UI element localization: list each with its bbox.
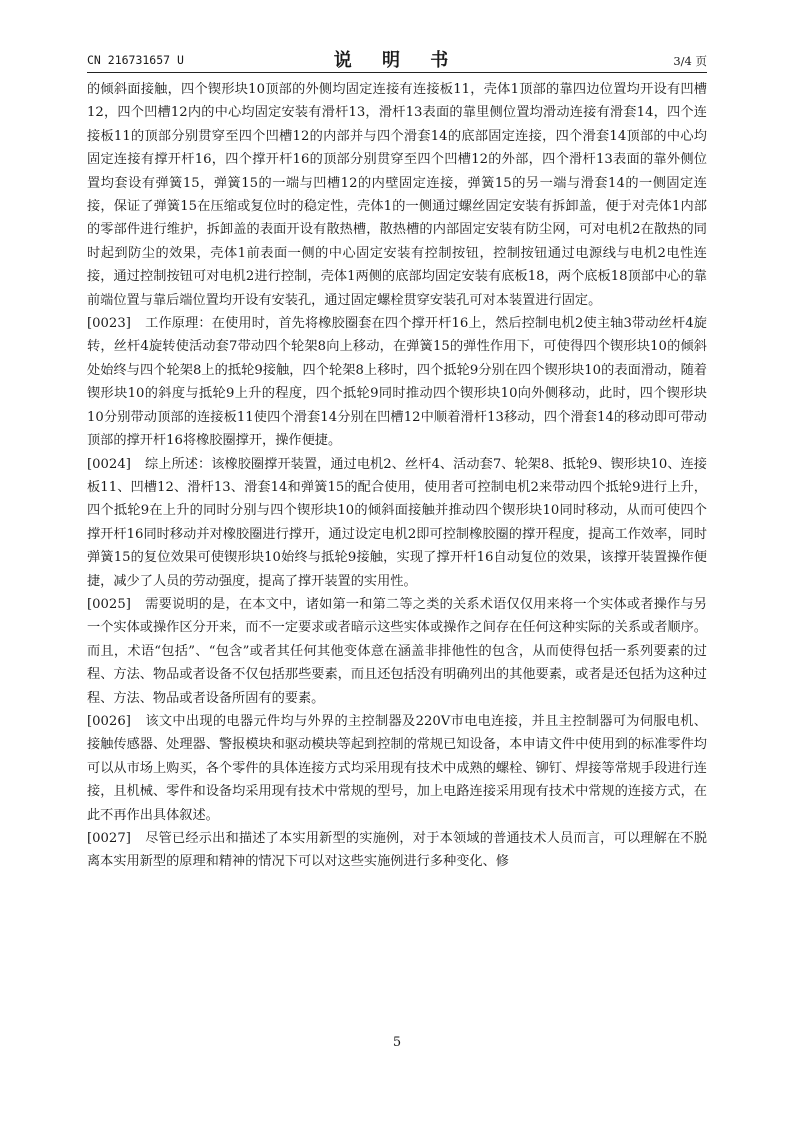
paragraph-number: [0026] <box>87 713 131 729</box>
document-title: 说 明 书 <box>333 50 461 71</box>
document-body <box>87 78 707 874</box>
paragraph-0025 <box>87 593 707 710</box>
paragraph-number: [0025] <box>87 596 131 612</box>
page-header <box>87 44 707 73</box>
paragraph-text: 尽管已经示出和描述了本实用新型的实施例，对于本领域的普通技术人员而言，可以理解在不脱离本实用新型的原理和精神的情况下可以对这些实施例进行多种变化、修 <box>87 831 707 870</box>
paragraph-text: 需要说明的是，在本文中，诸如第一和第二等之类的关系术语仅仅用来将一个实体或者操作与另一个实体或操作区分开来，而不一定要求或者暗示这些实体或操作之间存在任何这种实际的关系或者顺序。而且，术语“包括”、“包含”或者其任何其他变体意在涵盖非排他性的包含，从而使得包括一系列要素的过程、方法、物品或者设备不仅包括那些要素，而且还包括没有明确列出的其他要素，或者是还包括为这种过程、方法、物品或者设备所固有的要素。 <box>87 596 707 706</box>
paragraph-text: 工作原理：在使用时，首先将橡胶圈套在四个撑开杆16上，然后控制电机2使主轴3带动丝杆4旋转，丝杆4旋转使活动套7带动四个轮架8向上移动，在弹簧15的弹性作用下，可使得四个锲形块10的倾斜处始终与四个轮架8上的抵轮9接触，四个轮架8上移时，四个抵轮9分别在四个锲形块10的表面滑动，随着锲形块10的斜度与抵轮9上升的程度，四个抵轮9同时推动四个锲形块10向外侧移动，此时，四个锲形块10分别带动顶部的连接板11使四个滑套14分别在凹槽12中顺着滑杆13移动，四个滑套14的移动即可带动顶部的撑开杆16将橡胶圈撑开，操作便捷。 <box>87 316 707 449</box>
paragraph-0026 <box>87 710 707 827</box>
paragraph-0024 <box>87 453 707 593</box>
page-indicator: 3/4 页 <box>673 54 707 68</box>
paragraph-continuation <box>87 78 707 312</box>
paragraph-number: [0024] <box>87 456 131 472</box>
paragraph-number: [0027] <box>87 831 131 846</box>
publication-number: CN 216731657 U <box>87 53 184 67</box>
paragraph-0027 <box>87 827 707 874</box>
paragraph-text: 的倾斜面接触，四个锲形块10顶部的外侧均固定连接有连接板11，壳体1顶部的靠四边位置均开设有凹槽12，四个凹槽12内的中心均固定安装有滑杆13，滑杆13表面的靠里侧位置均滑动连接有滑套14，四个连接板11的顶部分别贯穿至四个凹槽12的内部并与四个滑套14的底部固定连接，四个滑套14顶部的中心均固定连接有撑开杆16，四个撑开杆16的顶部分别贯穿至四个凹槽12的外部，四个滑杆13表面的靠外侧位置均套设有弹簧15，弹簧15的一端与凹槽12的内壁固定连接，弹簧15的另一端与滑套14的一侧固定连接，保证了弹簧15在压缩或复位时的稳定性，壳体1的一侧通过螺丝固定安装有拆卸盖，便于对壳体1内部的零部件进行维护，拆卸盖的表面开设有散热槽，散热槽的内部固定安装有防尘网，可对电机2在散热的同时起到防尘的效果，壳体1前表面一侧的中心固定安装有控制按钮，控制按钮通过电源线与电机2电性连接，通过控制按钮可对电机2进行控制，壳体1两侧的底部均固定安装有底板18，两个底板18顶部中心的靠前端位置与靠后端位置均开设有安装孔，通过固定螺栓贯穿安装孔可对本装置进行固定。 <box>87 82 707 308</box>
paragraph-number: [0023] <box>87 316 131 332</box>
paragraph-text: 综上所述：该橡胶圈撑开装置，通过电机2、丝杆4、活动套7、轮架8、抵轮9、锲形块10、连接板11、凹槽12、滑杆13、滑套14和弹簧15的配合使用，使用者可控制电机2来带动四个抵轮9进行上升，四个抵轮9在上升的同时分别与四个锲形块10的倾斜面接触并推动四个锲形块10同时移动，从而可使四个撑开杆16同时移动并对橡胶圈进行撑开，通过设定电机2即可控制橡胶圈的撑开程度，提高工作效率，同时弹簧15的复位效果可使锲形块10始终与抵轮9接触，实现了撑开杆16自动复位的效果，该撑开装置操作便捷，减少了人员的劳动强度，提高了撑开装置的实用性。 <box>87 456 707 589</box>
page-number: 5 <box>392 1035 402 1050</box>
paragraph-0023 <box>87 312 707 452</box>
paragraph-text: 该文中出现的电器元件均与外界的主控制器及220V市电电连接，并且主控制器可为伺服电机、接触传感器、处理器、警报模块和驱动模块等起到控制的常规已知设备，本申请文件中使用到的标准零件均可以从市场上购买，各个零件的具体连接方式均采用现有技术中成熟的螺栓、铆钉、焊接等常规手段进行连接，且机械、零件和设备均采用现有技术中常规的型号，加上电路连接采用现有技术中常规的连接方式，在此不再作出具体叙述。 <box>87 713 707 823</box>
